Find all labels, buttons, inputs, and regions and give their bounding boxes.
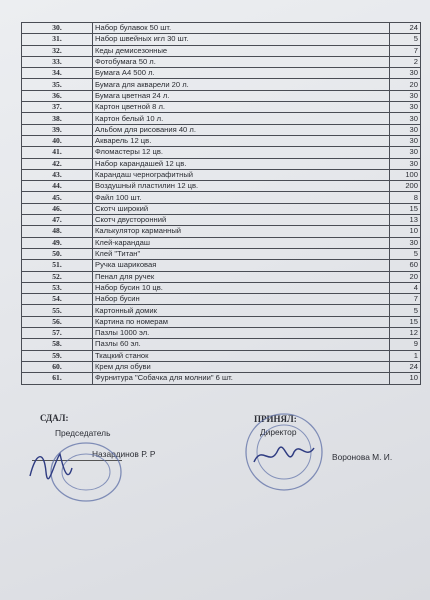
table-row: [22, 124, 421, 135]
item-name: Крем для обуви: [93, 361, 390, 372]
row-number: 54.: [22, 294, 93, 305]
item-name: Набор карандашей 12 цв.: [93, 158, 390, 169]
item-quantity: 7: [390, 294, 421, 305]
table-row: [22, 169, 421, 180]
item-quantity: 15: [390, 203, 421, 214]
row-number: 32.: [22, 45, 93, 56]
table-row: [22, 203, 421, 214]
item-name: Картон цветной 8 л.: [93, 102, 390, 113]
table-row: [22, 350, 421, 361]
table-row: [22, 248, 421, 259]
item-quantity: 15: [390, 316, 421, 327]
row-number: 53.: [22, 282, 93, 293]
item-quantity: 30: [390, 113, 421, 124]
table-row: [22, 192, 421, 203]
table-row: [22, 23, 421, 34]
item-quantity: 1: [390, 350, 421, 361]
item-quantity: 10: [390, 373, 421, 384]
item-quantity: 7: [390, 45, 421, 56]
delivered-name: Назардинов Р. Р: [92, 449, 156, 459]
table-row: [22, 237, 421, 248]
school-stamp: [236, 408, 332, 496]
item-name: Бумага А4 500 л.: [93, 68, 390, 79]
item-quantity: 100: [390, 169, 421, 180]
row-number: 51.: [22, 260, 93, 271]
row-number: 57.: [22, 328, 93, 339]
row-number: 46.: [22, 203, 93, 214]
item-name: Картина по номерам: [93, 316, 390, 327]
row-number: 35.: [22, 79, 93, 90]
row-number: 52.: [22, 271, 93, 282]
item-name: Набор бусин 10 цв.: [93, 282, 390, 293]
row-number: 44.: [22, 181, 93, 192]
item-quantity: 12: [390, 328, 421, 339]
table-row: [22, 181, 421, 192]
item-name: Скотч двусторонний: [93, 215, 390, 226]
row-number: 45.: [22, 192, 93, 203]
table-row: [22, 328, 421, 339]
item-name: Фурнитура "Собачка для молнии" 6 шт.: [93, 373, 390, 384]
item-quantity: 30: [390, 90, 421, 101]
item-name: Фломастеры 12 цв.: [93, 147, 390, 158]
table-row: [22, 361, 421, 372]
item-name: Калькулятор карманный: [93, 226, 390, 237]
item-quantity: 200: [390, 181, 421, 192]
item-name: Скотч широкий: [93, 203, 390, 214]
item-quantity: 20: [390, 79, 421, 90]
row-number: 30.: [22, 23, 93, 34]
table-row: [22, 226, 421, 237]
item-quantity: 5: [390, 305, 421, 316]
item-name: Набор бусин: [93, 294, 390, 305]
item-quantity: 13: [390, 215, 421, 226]
item-name: Воздушный пластилин 12 цв.: [93, 181, 390, 192]
row-number: 38.: [22, 113, 93, 124]
item-name: Бумага для акварели 20 л.: [93, 79, 390, 90]
row-number: 43.: [22, 169, 93, 180]
item-quantity: 5: [390, 34, 421, 45]
item-name: Ручка шариковая: [93, 260, 390, 271]
item-quantity: 2: [390, 56, 421, 67]
row-number: 34.: [22, 68, 93, 79]
item-name: Бумага цветная 24 л.: [93, 90, 390, 101]
delivered-role: Председатель: [55, 428, 111, 438]
table-row: [22, 158, 421, 169]
table-row: [22, 79, 421, 90]
table-row: [22, 271, 421, 282]
item-name: Кеды демисезонные: [93, 45, 390, 56]
item-name: Альбом для рисования 40 л.: [93, 124, 390, 135]
item-quantity: 30: [390, 158, 421, 169]
table-row: [22, 147, 421, 158]
item-name: Набор булавок 50 шт.: [93, 23, 390, 34]
row-number: 61.: [22, 373, 93, 384]
item-quantity: 20: [390, 271, 421, 282]
organization-stamp: [24, 432, 132, 512]
row-number: 31.: [22, 34, 93, 45]
row-number: 42.: [22, 158, 93, 169]
row-number: 50.: [22, 248, 93, 259]
item-quantity: 24: [390, 361, 421, 372]
item-name: Картонный домик: [93, 305, 390, 316]
table-row: [22, 339, 421, 350]
item-name: Пазлы 1000 эл.: [93, 328, 390, 339]
row-number: 39.: [22, 124, 93, 135]
table-row: [22, 294, 421, 305]
item-quantity: 30: [390, 135, 421, 146]
item-name: Карандаш чернографитный: [93, 169, 390, 180]
table-row: [22, 102, 421, 113]
item-name: Фотобумага 50 л.: [93, 56, 390, 67]
item-name: Клей "Титан": [93, 248, 390, 259]
item-quantity: 8: [390, 192, 421, 203]
item-quantity: 9: [390, 339, 421, 350]
row-number: 36.: [22, 90, 93, 101]
row-number: 40.: [22, 135, 93, 146]
received-heading: ПРИНЯЛ:: [254, 414, 297, 424]
row-number: 37.: [22, 102, 93, 113]
item-quantity: 5: [390, 248, 421, 259]
item-name: Ткацкий станок: [93, 350, 390, 361]
item-quantity: 24: [390, 23, 421, 34]
row-number: 55.: [22, 305, 93, 316]
received-role: Директор: [260, 427, 297, 437]
table-row: [22, 316, 421, 327]
inventory-table-body: [22, 23, 421, 385]
item-name: Клей-карандаш: [93, 237, 390, 248]
row-number: 41.: [22, 147, 93, 158]
row-number: 49.: [22, 237, 93, 248]
table-row: [22, 260, 421, 271]
item-quantity: 4: [390, 282, 421, 293]
item-quantity: 30: [390, 237, 421, 248]
received-name: Воронова М. И.: [332, 452, 393, 462]
item-quantity: 30: [390, 147, 421, 158]
table-row: [22, 282, 421, 293]
row-number: 48.: [22, 226, 93, 237]
row-number: 58.: [22, 339, 93, 350]
row-number: 60.: [22, 361, 93, 372]
table-row: [22, 215, 421, 226]
table-row: [22, 45, 421, 56]
item-name: Файл 100 шт.: [93, 192, 390, 203]
table-row: [22, 90, 421, 101]
delivered-heading: СДАЛ:: [40, 413, 69, 423]
item-quantity: 10: [390, 226, 421, 237]
item-name: Пенал для ручек: [93, 271, 390, 282]
row-number: 56.: [22, 316, 93, 327]
item-quantity: 30: [390, 124, 421, 135]
table-row: [22, 373, 421, 384]
row-number: 33.: [22, 56, 93, 67]
item-quantity: 30: [390, 102, 421, 113]
table-row: [22, 113, 421, 124]
table-row: [22, 34, 421, 45]
item-name: Картон белый 10 л.: [93, 113, 390, 124]
row-number: 59.: [22, 350, 93, 361]
row-number: 47.: [22, 215, 93, 226]
table-row: [22, 56, 421, 67]
table-row: [22, 305, 421, 316]
inventory-table: [21, 22, 421, 385]
item-name: Акварель 12 цв.: [93, 135, 390, 146]
table-row: [22, 135, 421, 146]
item-quantity: 60: [390, 260, 421, 271]
item-quantity: 30: [390, 68, 421, 79]
table-row: [22, 68, 421, 79]
item-name: Набор швейных игл 30 шт.: [93, 34, 390, 45]
item-name: Пазлы 60 эл.: [93, 339, 390, 350]
